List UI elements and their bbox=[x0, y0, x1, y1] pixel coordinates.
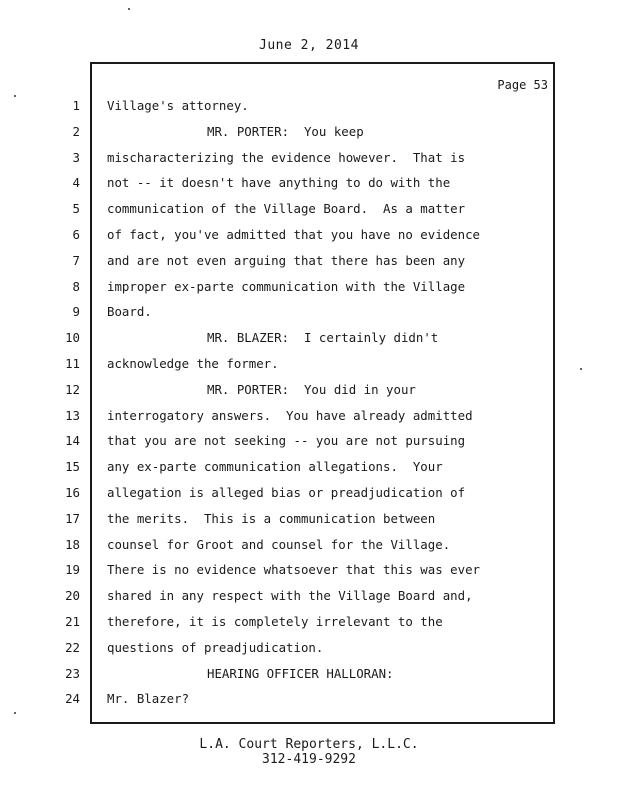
line-text: improper ex-parte communication with the Village bbox=[107, 278, 466, 294]
scan-speck bbox=[128, 8, 130, 10]
line-text: MR. PORTER: You keep bbox=[207, 123, 364, 139]
line-text: Mr. Blazer? bbox=[107, 691, 190, 707]
line-text: interrogatory answers. You have already admitted bbox=[107, 407, 473, 423]
line-number: 15 bbox=[65, 459, 80, 475]
line-number: 2 bbox=[72, 123, 80, 139]
transcript-line bbox=[0, 274, 618, 300]
line-text: counsel for Groot and counsel for the Village. bbox=[107, 536, 451, 552]
line-number: 9 bbox=[72, 304, 80, 320]
line-number: 8 bbox=[72, 278, 80, 294]
line-number: 22 bbox=[65, 639, 80, 655]
transcript-line bbox=[0, 557, 618, 583]
line-text: any ex-parte communication allegations. Your bbox=[107, 459, 443, 475]
line-number: 3 bbox=[72, 149, 80, 165]
line-text: Village's attorney. bbox=[107, 98, 249, 113]
line-number: 17 bbox=[65, 510, 80, 526]
transcript-line bbox=[0, 583, 618, 609]
footer bbox=[0, 737, 618, 767]
page-number: Page 53 bbox=[497, 78, 548, 92]
line-text: that you are not seeking -- you are not pursuing bbox=[107, 433, 466, 449]
line-text: allegation is alleged bias or preadjudication of bbox=[107, 484, 466, 500]
transcript-line bbox=[0, 325, 618, 351]
line-text: questions of preadjudication. bbox=[107, 639, 324, 655]
line-number: 19 bbox=[65, 562, 80, 578]
transcript-line bbox=[0, 609, 618, 635]
transcript-line bbox=[0, 248, 618, 274]
line-text: therefore, it is completely irrelevant to the bbox=[107, 613, 443, 629]
transcript-line bbox=[0, 119, 618, 145]
reporter-phone: 312-419-9292 bbox=[262, 752, 356, 767]
line-text: of fact, you've admitted that you have no evidence bbox=[107, 226, 480, 242]
transcript-line bbox=[0, 506, 618, 532]
line-number: 21 bbox=[65, 613, 80, 629]
line-text: mischaracterizing the evidence however. That is bbox=[107, 149, 466, 165]
transcript-line bbox=[0, 686, 618, 712]
line-number: 11 bbox=[65, 355, 80, 371]
transcript-lines bbox=[0, 93, 618, 712]
transcript-line bbox=[0, 222, 618, 248]
transcript-line bbox=[0, 454, 618, 480]
line-text: communication of the Village Board. As a matter bbox=[107, 201, 466, 217]
line-number: 20 bbox=[65, 588, 80, 604]
line-text: shared in any respect with the Village Board and, bbox=[107, 588, 473, 604]
line-number: 14 bbox=[65, 433, 80, 449]
line-number: 13 bbox=[65, 407, 80, 423]
line-number: 23 bbox=[65, 665, 80, 681]
line-number: 5 bbox=[72, 201, 80, 217]
transcript-line bbox=[0, 93, 618, 119]
transcript-line bbox=[0, 351, 618, 377]
line-text: not -- it doesn't have anything to do with the bbox=[107, 175, 451, 191]
line-number: 18 bbox=[65, 536, 80, 552]
line-number: 24 bbox=[65, 691, 80, 707]
line-number: 6 bbox=[72, 226, 80, 242]
line-text: MR. BLAZER: I certainly didn't bbox=[207, 330, 439, 346]
transcript-line bbox=[0, 196, 618, 222]
line-number: 12 bbox=[65, 381, 80, 397]
transcript-line bbox=[0, 377, 618, 403]
transcript-line bbox=[0, 635, 618, 661]
line-number: 4 bbox=[72, 175, 80, 191]
line-number: 16 bbox=[65, 484, 80, 500]
scan-speck bbox=[14, 712, 16, 714]
transcript-line bbox=[0, 532, 618, 558]
line-text: acknowledge the former. bbox=[107, 355, 279, 371]
line-text: MR. PORTER: You did in your bbox=[207, 381, 416, 397]
transcript-line bbox=[0, 299, 618, 325]
transcript-line bbox=[0, 480, 618, 506]
scan-speck bbox=[14, 95, 16, 97]
reporter-company: L.A. Court Reporters, L.L.C. bbox=[199, 737, 419, 752]
line-text: There is no evidence whatsoever that this was ever bbox=[107, 562, 480, 578]
transcript-line bbox=[0, 661, 618, 687]
line-text: HEARING OFFICER HALLORAN: bbox=[207, 665, 394, 681]
transcript-line bbox=[0, 145, 618, 171]
line-number: 7 bbox=[72, 252, 80, 268]
line-text: Board. bbox=[107, 304, 152, 320]
line-number: 10 bbox=[65, 330, 80, 346]
line-text: the merits. This is a communication between bbox=[107, 510, 436, 526]
line-number: 1 bbox=[72, 98, 80, 113]
transcript-line bbox=[0, 428, 618, 454]
transcript-line bbox=[0, 403, 618, 429]
transcript-line bbox=[0, 170, 618, 196]
transcript-date: June 2, 2014 bbox=[259, 38, 359, 53]
line-text: and are not even arguing that there has been any bbox=[107, 252, 466, 268]
scan-speck bbox=[580, 368, 582, 370]
